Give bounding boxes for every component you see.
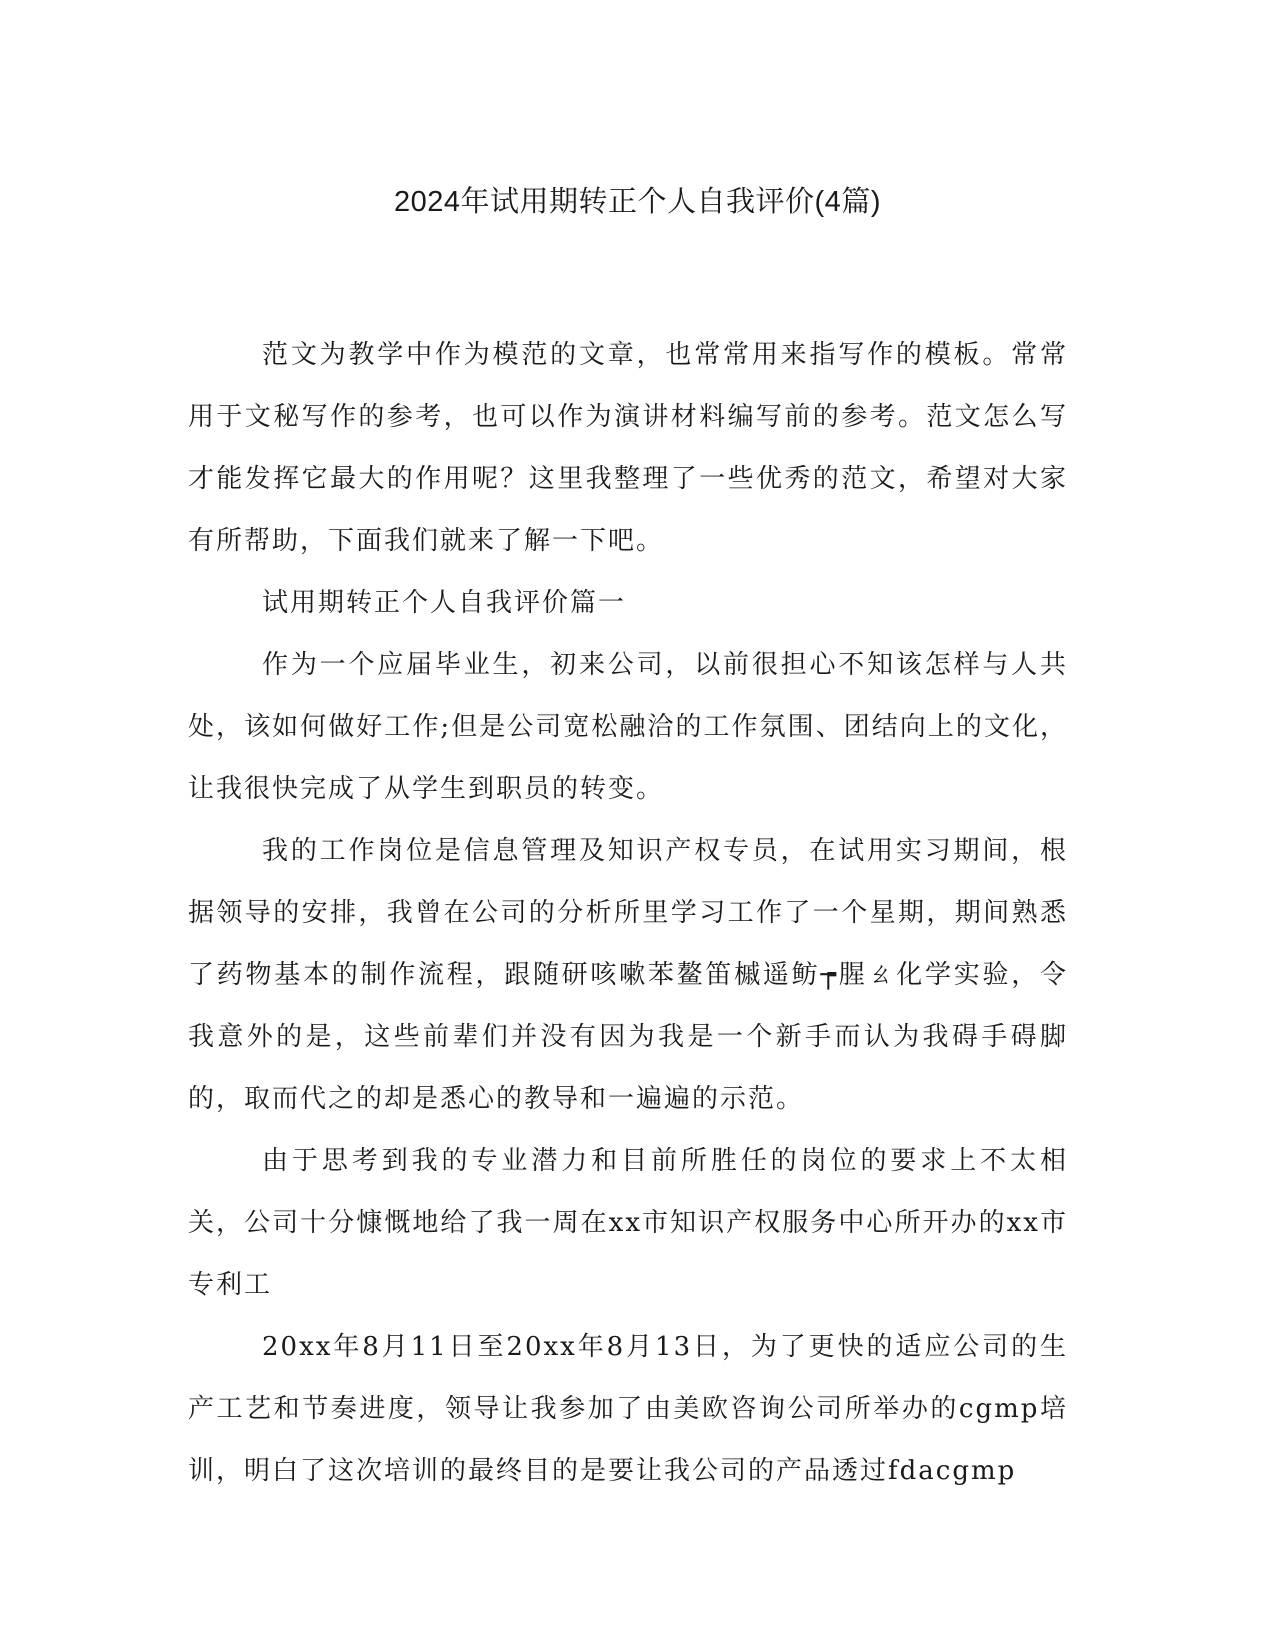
intro-paragraph: 范文为教学中作为模范的文章，也常常用来指写作的模板。常常用于文秘写作的参考，也可以作为演讲材料编写前的参考。范文怎么写才能发挥它最大的作用呢？这里我整理了一些优秀的范文，希望对大家有所帮助，下面我们就来了解一下吧。 — [188, 340, 1068, 556]
section-heading: 试用期转正个人自我评价篇一 — [262, 588, 627, 618]
body-paragraph-3: 由于思考到我的专业潜力和目前所胜任的岗位的要求上不太相关，公司十分慷慨地给了我一周在xx市知识产权服务中心所开办的xx市专利工 — [188, 1146, 1068, 1300]
document-title: 2024年试用期转正个人自我评价(4篇) — [394, 186, 881, 218]
body-paragraph-2: 我的工作岗位是信息管理及知识产权专员，在试用实习期间，根据领导的安排，我曾在公司的分析所里学习工作了一个星期，期间熟悉了药物基本的制作流程，跟随研咳嗽苯鳌笛槭遥鲂┮腥ㄠ化学实验，令我意外的是，这些前辈们并没有因为我是一个新手而认为我碍手碍脚的，取而代之的却是悉心的教导和一遍遍的示范。 — [188, 836, 1068, 1114]
document-body — [188, 324, 1068, 1502]
body-paragraph-1: 作为一个应届毕业生，初来公司，以前很担心不知该怎样与人共处，该如何做好工作;但是公司宽松融洽的工作氛围、团结向上的文化，让我很快完成了从学生到职员的转变。 — [188, 650, 1068, 804]
body-paragraph-4: 20xx年8月11日至20xx年8月13日，为了更快的适应公司的生产工艺和节奏进度，领导让我参加了由美欧咨询公司所举办的cgmp培训，明白了这次培训的最终目的是要让我公司的产品透过fdacgmp — [188, 1332, 1068, 1486]
